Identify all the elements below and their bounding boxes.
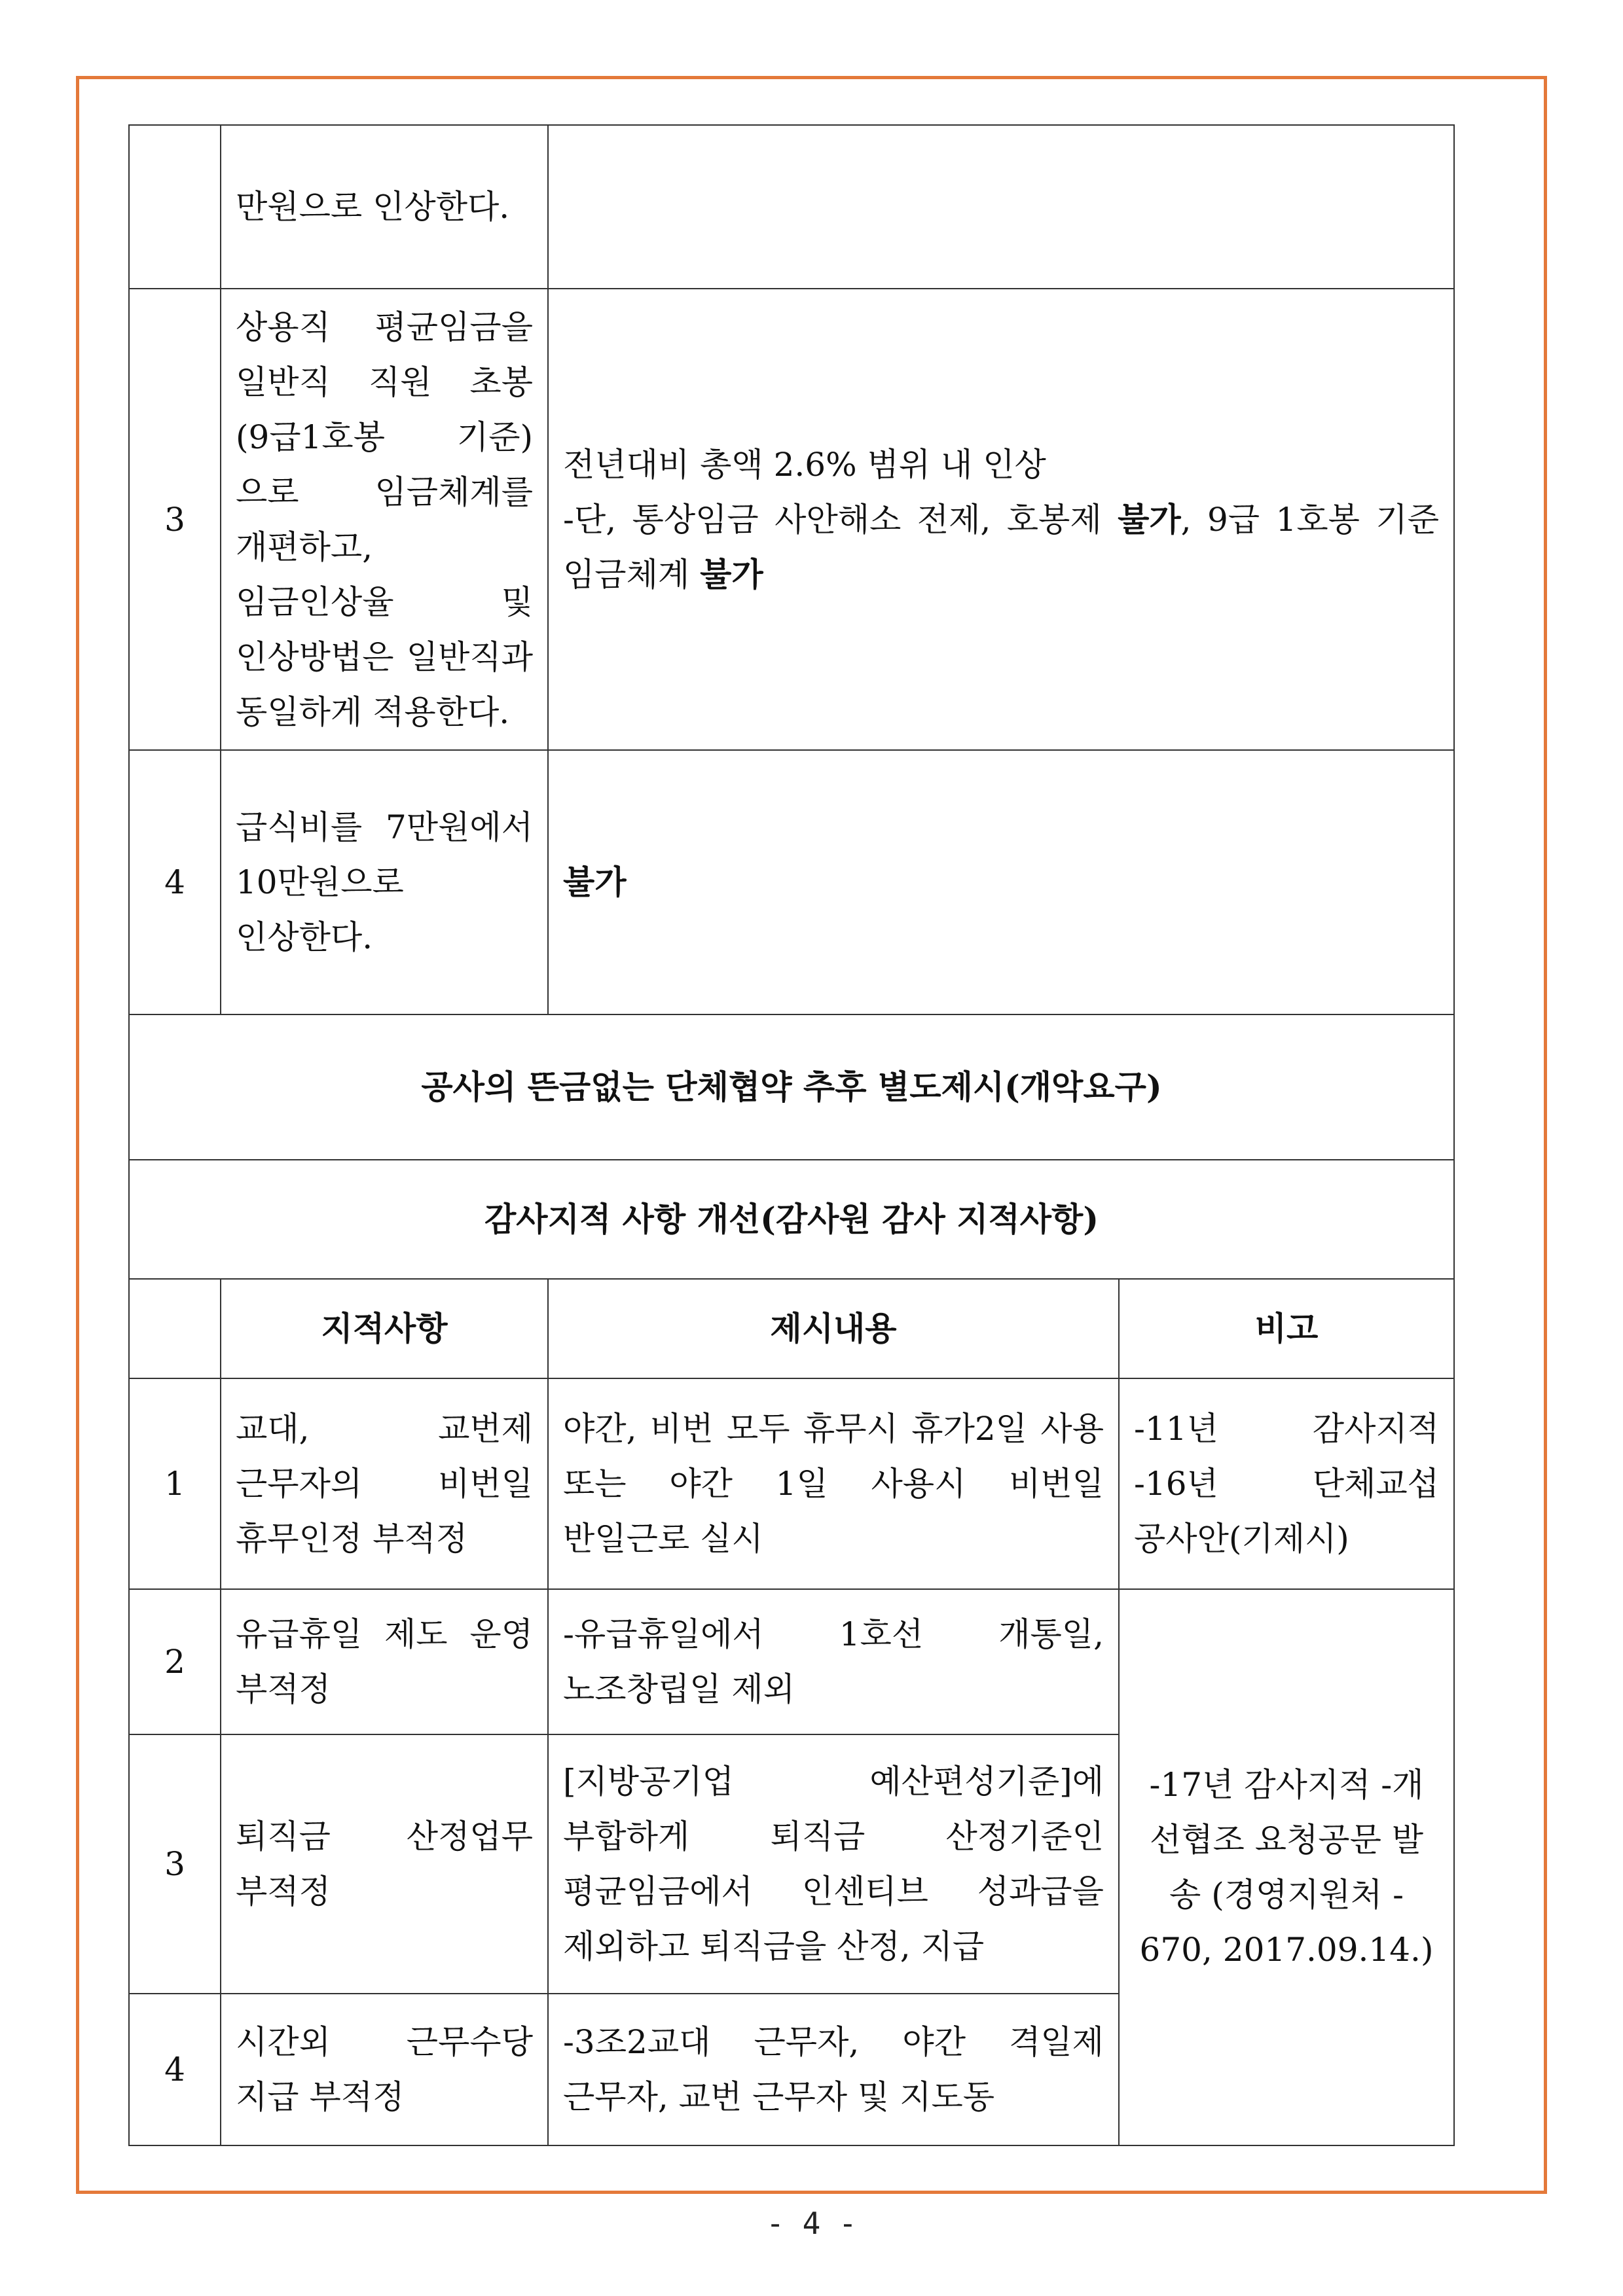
- response-cell: [548, 750, 1454, 1014]
- proposal-cell: 야간, 비번 모두 휴무시 휴가2일 사용 또는 야간 1일 사용시 비번일 반일근로 실시: [548, 1378, 1119, 1589]
- row-number: 2: [129, 1589, 221, 1734]
- table-row: [129, 1589, 1454, 1734]
- section-row: [129, 1014, 1454, 1160]
- note-cell: -11년 감사지적 -16년 단체교섭 공사안(기제시): [1119, 1378, 1454, 1589]
- issue-cell: 유급휴일 제도 운영 부적정: [221, 1589, 548, 1734]
- issue-cell: 퇴직금 산정업무 부적정: [221, 1734, 548, 1994]
- demand-cell: 만원으로 인상한다.: [221, 125, 548, 289]
- table-row: [129, 125, 1454, 289]
- table-row: [129, 750, 1454, 1014]
- row-number: 3: [129, 1734, 221, 1994]
- proposal-cell: [지방공기업 예산편성기준]에 부합하게 퇴직금 산정기준인 평균임금에서 인센티브 성과급을 제외하고 퇴직금을 산정, 지급: [548, 1734, 1119, 1994]
- header-issue: 지적사항: [221, 1279, 548, 1378]
- row-number: 1: [129, 1378, 221, 1589]
- section-row: [129, 1160, 1454, 1279]
- response-text: -단, 통상임금 사안해소 전제, 호봉제: [563, 500, 1118, 539]
- demand-cell: 급식비를 7만원에서 10만원으로 인상한다.: [221, 750, 548, 1014]
- header-row: [129, 1279, 1454, 1378]
- response-cell: [548, 289, 1454, 750]
- header-number: [129, 1279, 221, 1378]
- response-line: 전년대비 총액 2.6% 범위 내 인상: [563, 445, 1046, 484]
- section-title-collective: 공사의 뜬금없는 단체협약 추후 별도제시(개악요구): [129, 1014, 1454, 1160]
- refusal-text: 불가: [563, 863, 627, 901]
- response-cell: [548, 125, 1454, 289]
- row-number: [129, 125, 221, 289]
- row-number: 4: [129, 750, 221, 1014]
- refusal-text: 불가: [700, 554, 763, 594]
- issue-cell: 시간외 근무수당 지급 부적정: [221, 1994, 548, 2145]
- row-number: 3: [129, 289, 221, 750]
- header-note: 비고: [1119, 1279, 1454, 1378]
- row-number: 4: [129, 1994, 221, 2145]
- agreement-table: [128, 124, 1455, 2146]
- section-title-audit: 감사지적 사항 개선(감사원 감사 지적사항): [129, 1160, 1454, 1279]
- refusal-text: 불가: [1118, 499, 1181, 539]
- page-number: - 4 -: [766, 2206, 857, 2241]
- response-text: , 9급 1호봉 기준 임금체계: [563, 500, 1439, 594]
- note-cell-shared: -17년 감사지적 -개선협조 요청공문 발송 (경영지원처 - 670, 2017.09.14.): [1119, 1589, 1454, 2145]
- proposal-cell: -3조2교대 근무자, 야간 격일제 근무자, 교번 근무자 및 지도동: [548, 1994, 1119, 2145]
- header-proposal: 제시내용: [548, 1279, 1119, 1378]
- table-row: [129, 289, 1454, 750]
- issue-cell: 교대, 교번제 근무자의 비번일 휴무인정 부적정: [221, 1378, 548, 1589]
- table-row: [129, 1378, 1454, 1589]
- demand-cell: 상용직 평균임금을 일반직 직원 초봉(9급1호봉 기준)으로 임금체계를 개편하고, 임금인상율 및 인상방법은 일반직과 동일하게 적용한다.: [221, 289, 548, 750]
- proposal-cell: -유급휴일에서 1호선 개통일, 노조창립일 제외: [548, 1589, 1119, 1734]
